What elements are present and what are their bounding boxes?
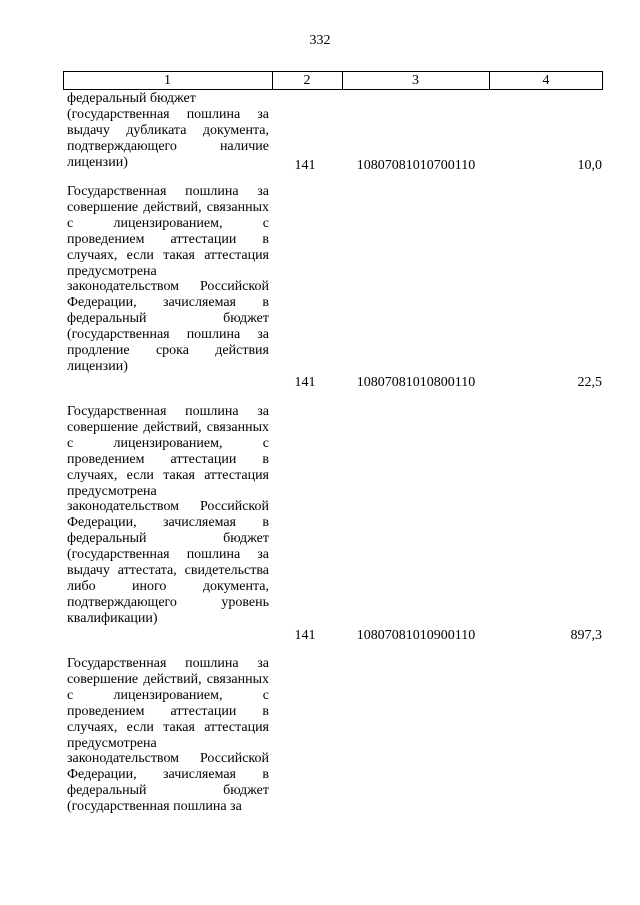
header-col-1: 1 [164, 73, 171, 88]
table-header-row [63, 71, 603, 90]
row-description: Государственная пошлина за совершение действий, связанных с лицензированием, с проведением аттестации в случаях, если такая аттестация предусмотрена законодательством Российской Федерации, зачисляемая в федеральный бюджет (государственная пошлина за продление срока действия лицензии) [67, 184, 269, 374]
header-col-2: 2 [303, 73, 311, 88]
row-admin-code: 141 [294, 375, 316, 390]
header-border [602, 72, 603, 89]
row-description: Государственная пошлина за совершение действий, связанных с лицензированием, с проведением аттестации в случаях, если такая аттестация предусмотрена законодательством Российской Федерации, зачисляемая в федеральный бюджет (государственная пошлина за выдачу аттестата, свидетельства либо иного документа, подтверждающего уровень квалификации) [67, 404, 269, 626]
header-col-3: 3 [412, 73, 419, 88]
row-description: Государственная пошлина за совершение действий, связанных с лицензированием, с проведением аттестации в случаях, если такая аттестация предусмотрена законодательством Российской Федерации, зачисляемая в федеральный бюджет (государственная пошлина за [67, 656, 269, 815]
row-amount: 22,5 [577, 375, 602, 390]
row-admin-code: 141 [294, 158, 316, 173]
row-admin-code: 141 [294, 628, 316, 643]
row-amount: 10,0 [577, 158, 602, 173]
header-col-4: 4 [542, 73, 550, 88]
row-amount: 897,3 [570, 628, 602, 643]
row-kbk-code: 10807081010900110 [356, 628, 476, 643]
row-kbk-code: 10807081010700110 [356, 158, 476, 173]
row-kbk-code: 10807081010800110 [356, 375, 476, 390]
row-description: федеральный бюджет (государственная пошлина за выдачу дубликата документа, подтверждающего наличие лицензии) [67, 91, 269, 170]
page-number: 332 [309, 33, 331, 48]
